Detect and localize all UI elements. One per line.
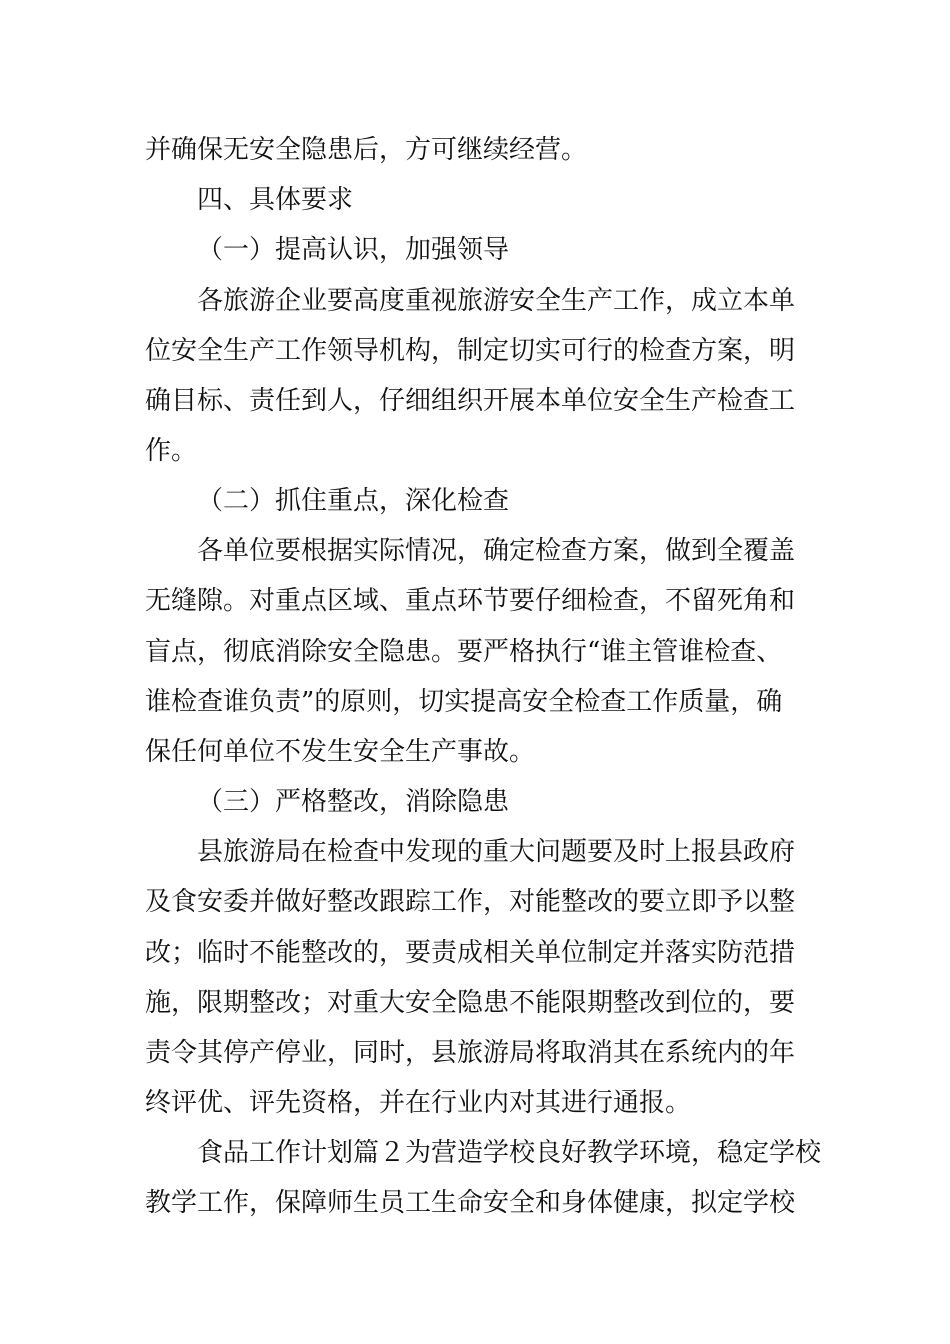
text-line-content: 各单位要根据实际情况，确定检查方案，做到全覆盖	[197, 536, 796, 566]
section-heading	[0, 180, 950, 220]
text-line-content: 位安全生产工作领导机构，制定切实可行的检查方案，明	[145, 336, 796, 366]
text-line	[0, 732, 950, 772]
text-line-content: 无缝隙。对重点区域、重点环节要仔细检查，不留死角和	[145, 586, 796, 616]
text-line	[0, 581, 950, 621]
text-line	[0, 281, 950, 321]
text-line	[0, 1133, 950, 1173]
text-line	[0, 682, 950, 722]
text-line	[0, 882, 950, 922]
text-line-content: 教学工作，保障师生员工生命安全和身体健康，拟定学校	[145, 1188, 796, 1218]
text-line	[0, 431, 950, 471]
subsection-heading-text: （二）抓住重点，深化检查	[197, 486, 510, 516]
text-line-content: 盲点，彻底消除安全隐患。要严格执行“谁主管谁检查、	[145, 637, 783, 667]
text-line-content: 谁检查谁负责”的原则，切实提高安全检查工作质量，确	[145, 687, 783, 717]
text-line-content: 县旅游局在检查中发现的重大问题要及时上报县政府	[197, 837, 796, 867]
subsection-heading	[0, 481, 950, 521]
text-line-content: 食品工作计划篇２为营造学校良好教学环境，稳定学校	[197, 1138, 822, 1168]
text-line	[0, 983, 950, 1023]
text-line-content: 作。	[145, 436, 198, 466]
text-line-content: 及食安委并做好整改跟踪工作，对能整改的要立即予以整	[145, 887, 796, 917]
text-line-content: 责令其停产停业，同时，县旅游局将取消其在系统内的年	[145, 1038, 796, 1068]
text-line-content: 终评优、评先资格，并在行业内对其进行通报。	[145, 1088, 692, 1118]
text-line	[0, 832, 950, 872]
text-line-content: 并确保无安全隐患后，方可继续经营。	[145, 135, 588, 165]
text-line	[0, 1033, 950, 1073]
text-line-content: 保任何单位不发生安全生产事故。	[145, 737, 536, 767]
text-line	[0, 933, 950, 973]
subsection-heading	[0, 782, 950, 822]
text-line-content: 施，限期整改；对重大安全隐患不能限期整改到位的，要	[145, 988, 796, 1018]
text-line	[0, 531, 950, 571]
text-line-content: 改；临时不能整改的，要责成相关单位制定并落实防范措	[145, 938, 796, 968]
text-line	[0, 632, 950, 672]
section-heading-text: 四、具体要求	[197, 185, 354, 215]
subsection-heading-text: （一）提高认识，加强领导	[197, 235, 510, 265]
text-line	[0, 331, 950, 371]
subsection-heading	[0, 230, 950, 270]
text-line-content: 各旅游企业要高度重视旅游安全生产工作，成立本单	[197, 286, 796, 316]
text-line	[0, 381, 950, 421]
text-line	[0, 1183, 950, 1223]
text-line	[0, 130, 950, 170]
subsection-heading-text: （三）严格整改，消除隐患	[197, 787, 510, 817]
text-line	[0, 1083, 950, 1123]
text-line-content: 确目标、责任到人，仔细组织开展本单位安全生产检查工	[145, 386, 796, 416]
